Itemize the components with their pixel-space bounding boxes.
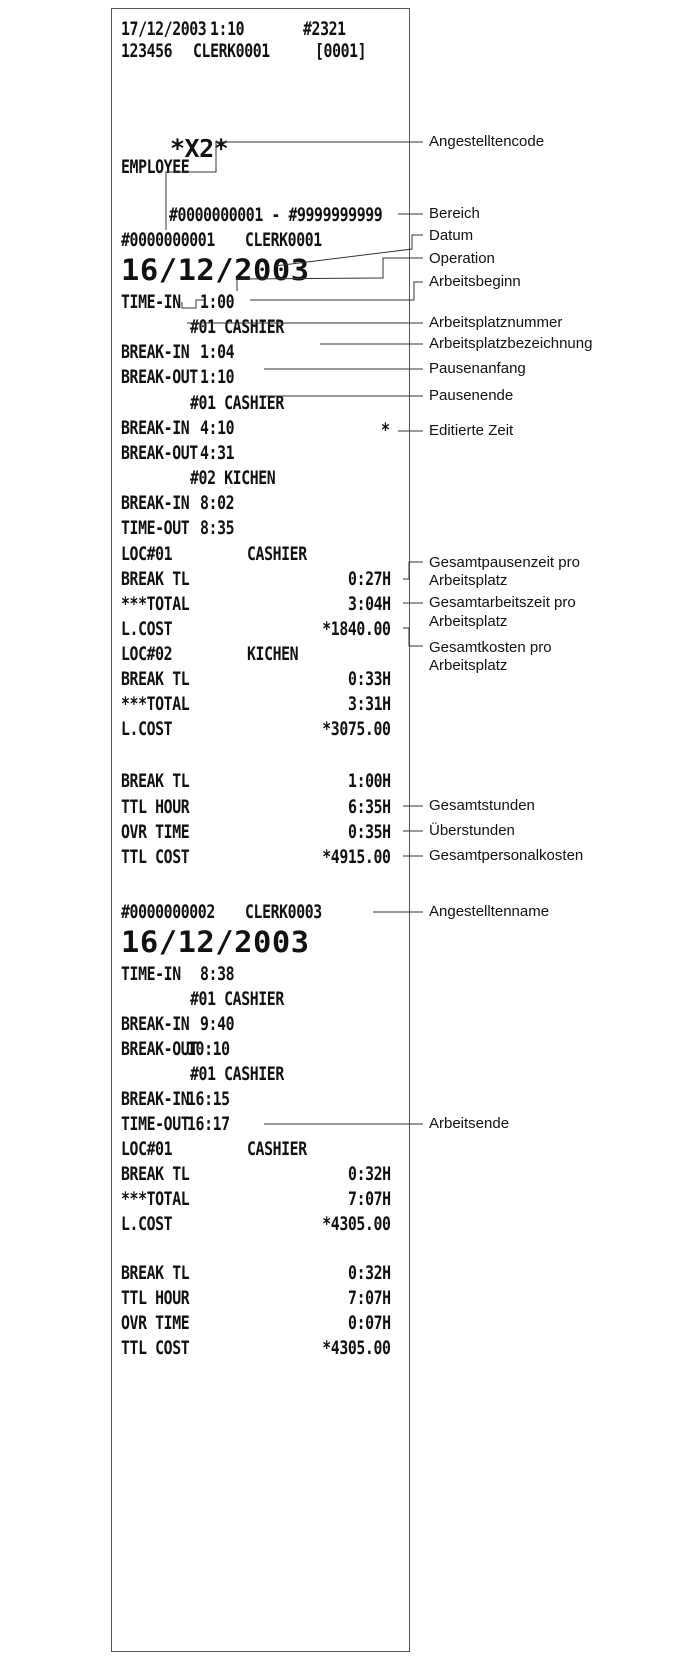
- edited-mark: *: [381, 419, 390, 441]
- break-tl-value: 1:00H: [348, 770, 391, 792]
- line-value: 4:31: [200, 442, 235, 464]
- ttl-cost-label: TTL COST: [121, 1337, 190, 1359]
- header-id: [0001]: [315, 40, 367, 62]
- total-value: 7:07H: [348, 1188, 391, 1210]
- section-label: #01 CASHIER: [190, 988, 284, 1010]
- leader-line-gesamtpausenzeit: [403, 562, 423, 579]
- line-value: 8:35: [200, 517, 235, 539]
- ovr-time-label: OVR TIME: [121, 821, 190, 843]
- header-date: 17/12/2003: [121, 18, 207, 40]
- line-value: 16:15: [187, 1088, 230, 1110]
- annotation-operation: Operation: [429, 250, 495, 267]
- line-label: BREAK-IN: [121, 492, 190, 514]
- section-label: #01 CASHIER: [190, 392, 284, 414]
- annotation-pausenanfang: Pausenanfang: [429, 360, 526, 377]
- lcost-label: L.COST: [121, 718, 173, 740]
- annotation-angestelltenname: Angestelltenname: [429, 903, 550, 920]
- leader-line-angestelltencode: [166, 142, 423, 230]
- employee-name: CLERK0001: [245, 229, 322, 251]
- annotation-pausenende: Pausenende: [429, 387, 514, 404]
- lcost-value: *4305.00: [322, 1213, 391, 1235]
- annotation-gesamtarbeitszeit-line2: Arbeitsplatz: [429, 613, 508, 630]
- loc-name: KICHEN: [247, 643, 299, 665]
- annotation-gesamtstunden: Gesamtstunden: [429, 797, 535, 814]
- annotation-editierte-zeit: Editierte Zeit: [429, 422, 514, 439]
- ttl-hour-value: 7:07H: [348, 1287, 391, 1309]
- annotation-ueberstunden: Überstunden: [429, 822, 515, 839]
- total-label: ***TOTAL: [121, 693, 190, 715]
- loc-label: LOC#01: [121, 543, 173, 565]
- employee-name: CLERK0003: [245, 901, 322, 923]
- break-tl-label: BREAK TL: [121, 1163, 190, 1185]
- break-tl-label: BREAK TL: [121, 668, 190, 690]
- line-label: BREAK-OUT: [121, 366, 198, 388]
- loc-name: CASHIER: [247, 543, 307, 565]
- section-label: #01 CASHIER: [190, 316, 284, 338]
- leader-line-gesamtkosten: [403, 628, 423, 646]
- annotation-gesamtkosten-line1: Gesamtkosten pro: [429, 639, 552, 656]
- break-tl-label: BREAK TL: [121, 770, 190, 792]
- annotation-gesamtpersonalkosten: Gesamtpersonalkosten: [429, 847, 584, 864]
- leader-line-arbeitsbeginn-label: [182, 300, 206, 308]
- lcost-label: L.COST: [121, 618, 173, 640]
- lcost-label: L.COST: [121, 1213, 173, 1235]
- ovr-time-value: 0:35H: [348, 821, 391, 843]
- annotation-datum: Datum: [429, 227, 474, 244]
- line-value: 9:40: [200, 1013, 235, 1035]
- ttl-cost-value: *4915.00: [322, 846, 391, 868]
- annotation-gesamtarbeitszeit-line1: Gesamtarbeitszeit pro: [429, 594, 576, 611]
- break-tl-value: 0:32H: [348, 1262, 391, 1284]
- break-tl-label: BREAK TL: [121, 568, 190, 590]
- employee-date: 16/12/2003: [121, 925, 310, 959]
- line-value: 1:00: [200, 291, 235, 313]
- break-tl-value: 0:33H: [348, 668, 391, 690]
- total-label: ***TOTAL: [121, 593, 190, 615]
- lcost-value: *3075.00: [322, 718, 391, 740]
- ttl-cost-value: *4305.00: [322, 1337, 391, 1359]
- header-clerk: CLERK0001: [193, 40, 270, 62]
- header-number: #2321: [303, 18, 346, 40]
- break-tl-value: 0:32H: [348, 1163, 391, 1185]
- total-label: ***TOTAL: [121, 1188, 190, 1210]
- annotation-gesamtpausenzeit-line2: Arbeitsplatz: [429, 572, 508, 589]
- line-label: BREAK-IN: [121, 341, 190, 363]
- annotation-arbeitsende: Arbeitsende: [429, 1115, 510, 1132]
- line-value: 10:10: [187, 1038, 230, 1060]
- header-time: 1:10: [210, 18, 245, 40]
- ovr-time-value: 0:07H: [348, 1312, 391, 1334]
- loc-label: LOC#01: [121, 1138, 173, 1160]
- line-value: 8:38: [200, 963, 235, 985]
- ttl-hour-label: TTL HOUR: [121, 1287, 190, 1309]
- annotation-gesamtkosten-line2: Arbeitsplatz: [429, 657, 508, 674]
- ttl-hour-value: 6:35H: [348, 796, 391, 818]
- total-value: 3:04H: [348, 593, 391, 615]
- annotation-gesamtpausenzeit-line1: Gesamtpausenzeit pro: [429, 554, 580, 571]
- line-value: 8:02: [200, 492, 235, 514]
- annotation-angestelltencode: Angestelltencode: [429, 133, 545, 150]
- lcost-value: *1840.00: [322, 618, 391, 640]
- ttl-hour-label: TTL HOUR: [121, 796, 190, 818]
- annotation-arbeitsplatznummer: Arbeitsplatznummer: [429, 314, 563, 331]
- leader-line-operation: [237, 258, 423, 291]
- loc-label: LOC#02: [121, 643, 173, 665]
- ttl-cost-label: TTL COST: [121, 846, 190, 868]
- line-value: 1:04: [200, 341, 235, 363]
- break-tl-value: 0:27H: [348, 568, 391, 590]
- line-value: 16:17: [187, 1113, 230, 1135]
- line-value: 1:10: [200, 366, 235, 388]
- annotation-arbeitsplatzbezeichnung: Arbeitsplatzbezeichnung: [429, 335, 593, 352]
- line-label: TIME-OUT: [121, 1113, 190, 1135]
- annotation-bereich: Bereich: [429, 205, 480, 222]
- line-label: BREAK-OUT: [121, 442, 198, 464]
- section-label: #02 KICHEN: [190, 467, 276, 489]
- report-title: EMPLOYEE: [121, 156, 190, 178]
- line-label: TIME-IN: [121, 963, 181, 985]
- break-tl-label: BREAK TL: [121, 1262, 190, 1284]
- section-label: #01 CASHIER: [190, 1063, 284, 1085]
- line-value: 4:10: [200, 417, 235, 439]
- employee-code: #0000000001: [121, 229, 215, 251]
- line-label: BREAK-OUT: [121, 1038, 198, 1060]
- report-range: #0000000001 - #9999999999: [169, 204, 383, 226]
- line-label: BREAK-IN: [121, 417, 190, 439]
- header-code: 123456: [121, 40, 173, 62]
- line-label: BREAK-IN: [121, 1088, 190, 1110]
- leader-line-arbeitsbeginn-time: [250, 282, 423, 300]
- total-value: 3:31H: [348, 693, 391, 715]
- line-label: TIME-IN: [121, 291, 181, 313]
- report-mode: *X2*: [170, 134, 229, 163]
- leader-line-datum: [275, 235, 423, 266]
- line-label: TIME-OUT: [121, 517, 190, 539]
- annotation-arbeitsbeginn: Arbeitsbeginn: [429, 273, 521, 290]
- loc-name: CASHIER: [247, 1138, 307, 1160]
- ovr-time-label: OVR TIME: [121, 1312, 190, 1334]
- employee-code: #0000000002: [121, 901, 215, 923]
- line-label: BREAK-IN: [121, 1013, 190, 1035]
- employee-date: 16/12/2003: [121, 253, 310, 287]
